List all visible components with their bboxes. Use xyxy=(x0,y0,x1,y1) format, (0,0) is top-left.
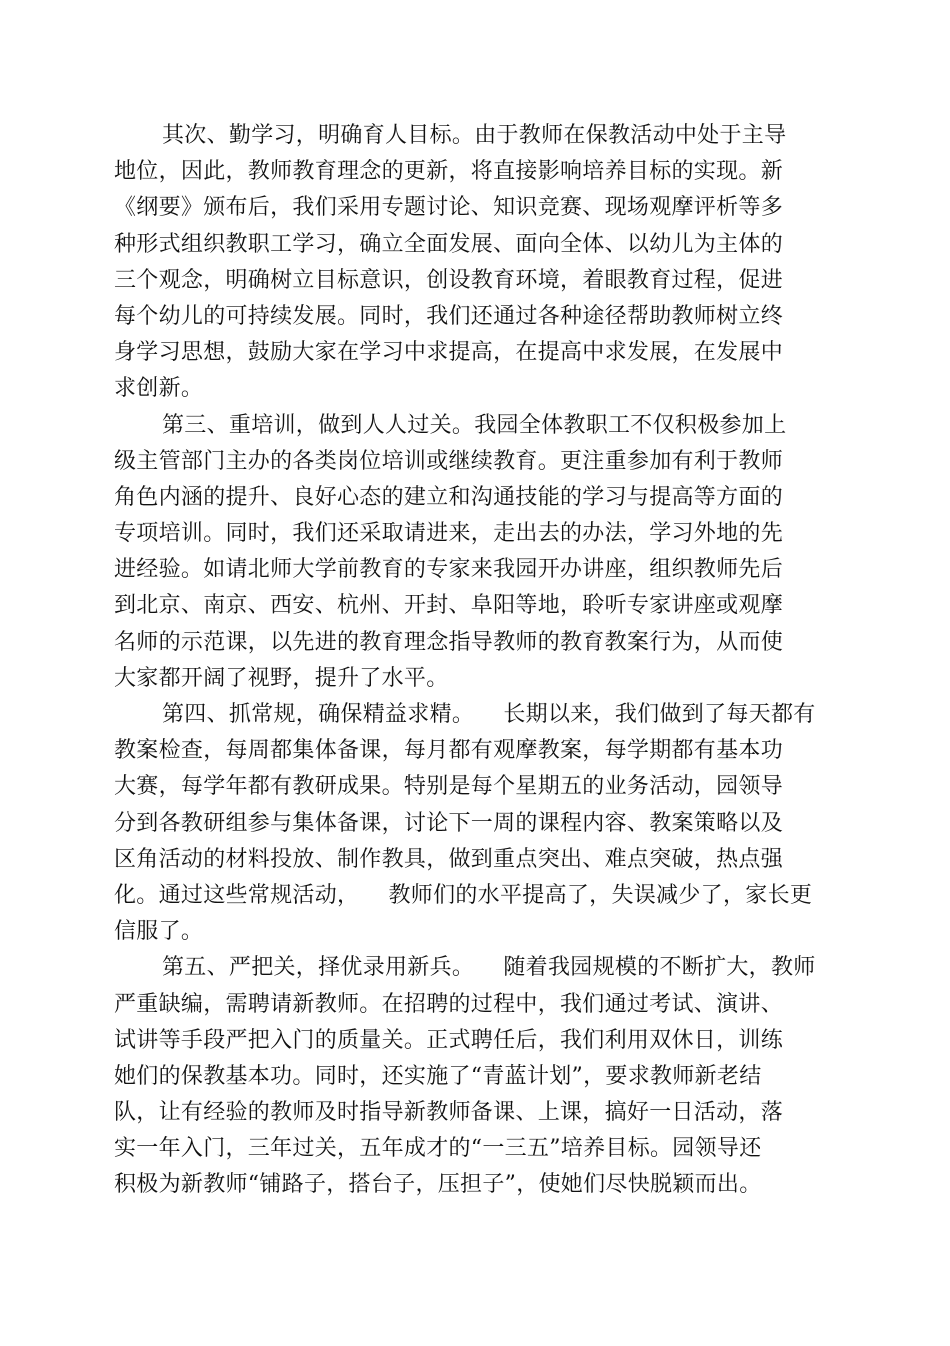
paragraph-routine xyxy=(114,697,834,950)
text-line: 名师的示范课，以先进的教育理念指导教师的教育教案行为，从而使 xyxy=(114,629,784,655)
body-text xyxy=(114,118,834,1204)
text-line: 求创新。 xyxy=(114,376,204,402)
text-line: 到北京、南京、西安、杭州、开封、阜阳等地，聆听专家讲座或观摩 xyxy=(114,593,784,619)
text-line: 级主管部门主办的各类岗位培训或继续教育。更注重参加有利于教师 xyxy=(114,448,784,474)
text-line: 大家都开阔了视野，提升了水平。 xyxy=(114,665,449,691)
text-line: 区角活动的材料投放、制作教具，做到重点突出、难点突破，热点强 xyxy=(114,846,784,872)
text-line: 化。通过这些常规活动， 教师们的水平提高了，失误减少了，家长更 xyxy=(114,882,813,908)
text-line: 专项培训。同时，我们还采取请进来，走出去的办法，学习外地的先 xyxy=(114,521,784,547)
text-line: 积极为新教师“铺路子，搭台子，压担子”，使她们尽快脱颖而出。 xyxy=(114,1172,762,1198)
paragraph-training xyxy=(114,408,834,698)
text-line: 分到各教研组参与集体备课，讨论下一周的课程内容、教案策略以及 xyxy=(114,810,784,836)
paragraph-diligent-study xyxy=(114,118,834,408)
text-line: 角色内涵的提升、良好心态的建立和沟通技能的学习与提高等方面的 xyxy=(114,484,784,510)
text-line: 其次、勤学习，明确育人目标。由于教师在保教活动中处于主导 xyxy=(162,123,787,148)
text-line: 队，让有经验的教师及时指导新教师备课、上课，搞好一日活动，落 xyxy=(114,1100,784,1126)
text-line: 种形式组织教职工学习，确立全面发展、面向全体、以幼儿为主体的 xyxy=(114,231,784,257)
text-line: 三个观念，明确树立目标意识，创设教育环境，着眼教育过程，促进 xyxy=(114,267,784,293)
text-line: 信服了。 xyxy=(114,919,204,945)
text-line: 身学习思想，鼓励大家在学习中求提高，在提高中求发展，在发展中 xyxy=(114,340,784,366)
text-line: 教案检查，每周都集体备课，每月都有观摩教案，每学期都有基本功 xyxy=(114,738,784,764)
text-line: 进经验。如请北师大学前教育的专家来我园开办讲座，组织教师先后 xyxy=(114,557,784,583)
text-line: 严重缺编，需聘请新教师。在招聘的过程中，我们通过考试、演讲、 xyxy=(114,991,784,1017)
text-line: 试讲等手段严把入门的质量关。正式聘任后，我们利用双休日，训练 xyxy=(114,1027,784,1053)
text-line: 第五、严把关，择优录用新兵。 随着我园规模的不断扩大，教师 xyxy=(162,955,816,981)
paragraph-recruitment xyxy=(114,950,834,1203)
text-line: 大赛，每学年都有教研成果。特别是每个星期五的业务活动，园领导 xyxy=(114,774,784,800)
text-line: 《纲要》颁布后，我们采用专题讨论、知识竞赛、现场观摩评析等多 xyxy=(114,195,784,221)
text-line: 实一年入门，三年过关，五年成才的“一三五”培养目标。园领导还 xyxy=(114,1136,762,1162)
text-line: 每个幼儿的可持续发展。同时，我们还通过各种途径帮助教师树立终 xyxy=(114,303,784,329)
text-line: 她们的保教基本功。同时，还实施了“青蓝计划”，要求教师新老结 xyxy=(114,1063,762,1089)
text-line: 第四、抓常规，确保精益求精。 长期以来，我们做到了每天都有 xyxy=(162,702,816,727)
text-line: 地位，因此，教师教育理念的更新，将直接影响培养目标的实现。新 xyxy=(114,159,784,185)
text-line: 第三、重培训，做到人人过关。我园全体教职工不仅积极参加上 xyxy=(162,412,787,438)
